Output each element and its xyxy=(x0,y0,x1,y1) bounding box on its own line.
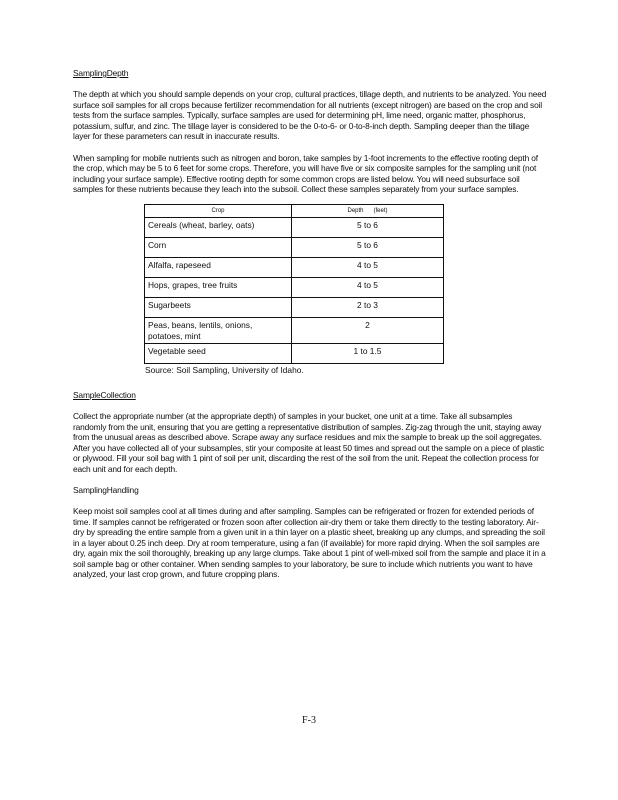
crop-cell: Hops, grapes, tree fruits xyxy=(145,278,292,298)
depth-cell: 5 to 6 xyxy=(292,238,444,258)
table-row xyxy=(145,218,444,238)
crop-column-header: Crop xyxy=(145,204,292,218)
depth-cell: 2 to 3 xyxy=(292,298,444,318)
sampling-depth-paragraph-2: When sampling for mobile nutrients such as nitrogen and boron, take samples by 1-foot increments to the effective rooting depth of the crop, which may be 5 to 6 feet for some crops. Therefore, you will have five or six composite samples for the sampling unit (not including your surface sample). Effective rooting depth for some common crops are listed below. You will need subsurface soil samples for these nutrients because they leach into the subsoil. Collect these samples separately from your surface samples. xyxy=(73,152,538,194)
depth-cell: 1 to 1.5 xyxy=(292,344,444,364)
depth-cell: 4 to 5 xyxy=(292,278,444,298)
rooting-depth-table xyxy=(144,204,444,365)
sample-collection-paragraph: Collect the appropriate number (at the appropriate depth) of samples in your bucket, one unit at a time. Take all subsamples randomly from the unit, ensuring that you are getting a representative distribution of samples. Zig-zag through the unit, staying away from the unusual areas as described above. Scrape away any surface residues and mix the sample to break up the soil aggregates. After you have collected all of your subsamples, stir your composite at least 50 times and spread out the sample on a piece of plastic or plywood. Fill your soil bag with 1 pint of soil per unit, discarding the rest of the soil from the unit. Repeat the collection process for each unit and for each depth. xyxy=(73,411,545,474)
depth-cell: 2 xyxy=(292,318,444,344)
table-row xyxy=(145,258,444,278)
rooting-depth-table-wrap xyxy=(144,204,444,365)
crop-cell: Vegetable seed xyxy=(145,344,292,364)
table-header-row xyxy=(145,204,444,218)
sampling-handling-paragraph: Keep moist soil samples cool at all times during and after sampling. Samples can be refrigerated or frozen for extended periods of time. If samples cannot be refrigerated or frozen soon after collection air-dry them or take them directly to the testing laboratory. Air-dry by spreading the entire sample from a given unit in a thin layer on a plastic sheet, breaking up any clumps, and spreading the soil in a layer about 0.25 inch deep. Dry at room temperature, using a fan (if available) for more rapid drying. When the soil samples are dry, again mix the soil thoroughly, breaking up any large clumps. Take about 1 pint of well-mixed soil from the sample and place it in a soil sample bag or other container. When sending samples to your laboratory, be sure to include which nutrients you want to have analyzed, your last crop grown, and future cropping plans. xyxy=(73,506,546,579)
crop-cell: Sugarbeets xyxy=(145,298,292,318)
sampling-depth-heading: SamplingDepth xyxy=(73,68,129,78)
table-row xyxy=(145,238,444,258)
depth-cell: 4 to 5 xyxy=(292,258,444,278)
crop-cell: Alfalfa, rapeseed xyxy=(145,258,292,278)
document-page xyxy=(73,68,547,591)
crop-cell: Peas, beans, lentils, onions, potatoes, mint xyxy=(145,318,292,344)
depth-cell: 5 to 6 xyxy=(292,218,444,238)
table-row xyxy=(145,344,444,364)
sampling-handling-heading: SamplingHandling xyxy=(73,485,139,495)
sample-collection-heading: SampleCollection xyxy=(73,390,136,400)
table-row xyxy=(145,318,444,344)
crop-cell: Corn xyxy=(145,238,292,258)
depth-column-header: Depth (feet) xyxy=(292,204,444,218)
table-row xyxy=(145,298,444,318)
crop-cell: Cereals (wheat, barley, oats) xyxy=(145,218,292,238)
table-row xyxy=(145,278,444,298)
table-source-note: Source: Soil Sampling, University of Idaho. xyxy=(145,365,304,375)
page-number: F-3 xyxy=(302,715,316,726)
sampling-depth-paragraph-1: The depth at which you should sample depends on your crop, cultural practices, tillage depth, and nutrients to be analyzed. You need surface soil samples for all crops because fertilizer recommendation for all nutrients (except nitrogen) are based on the crop and soil tests from the surface samples. Typically, surface samples are used for determining pH, lime need, organic matter, phosphorus, potassium, sulfur, and zinc. The tillage layer is considered to be the 0-to-6- or 0-to-8-inch depth. Sampling deeper than the tillage layer for these parameters can result in inaccurate results. xyxy=(73,89,547,141)
